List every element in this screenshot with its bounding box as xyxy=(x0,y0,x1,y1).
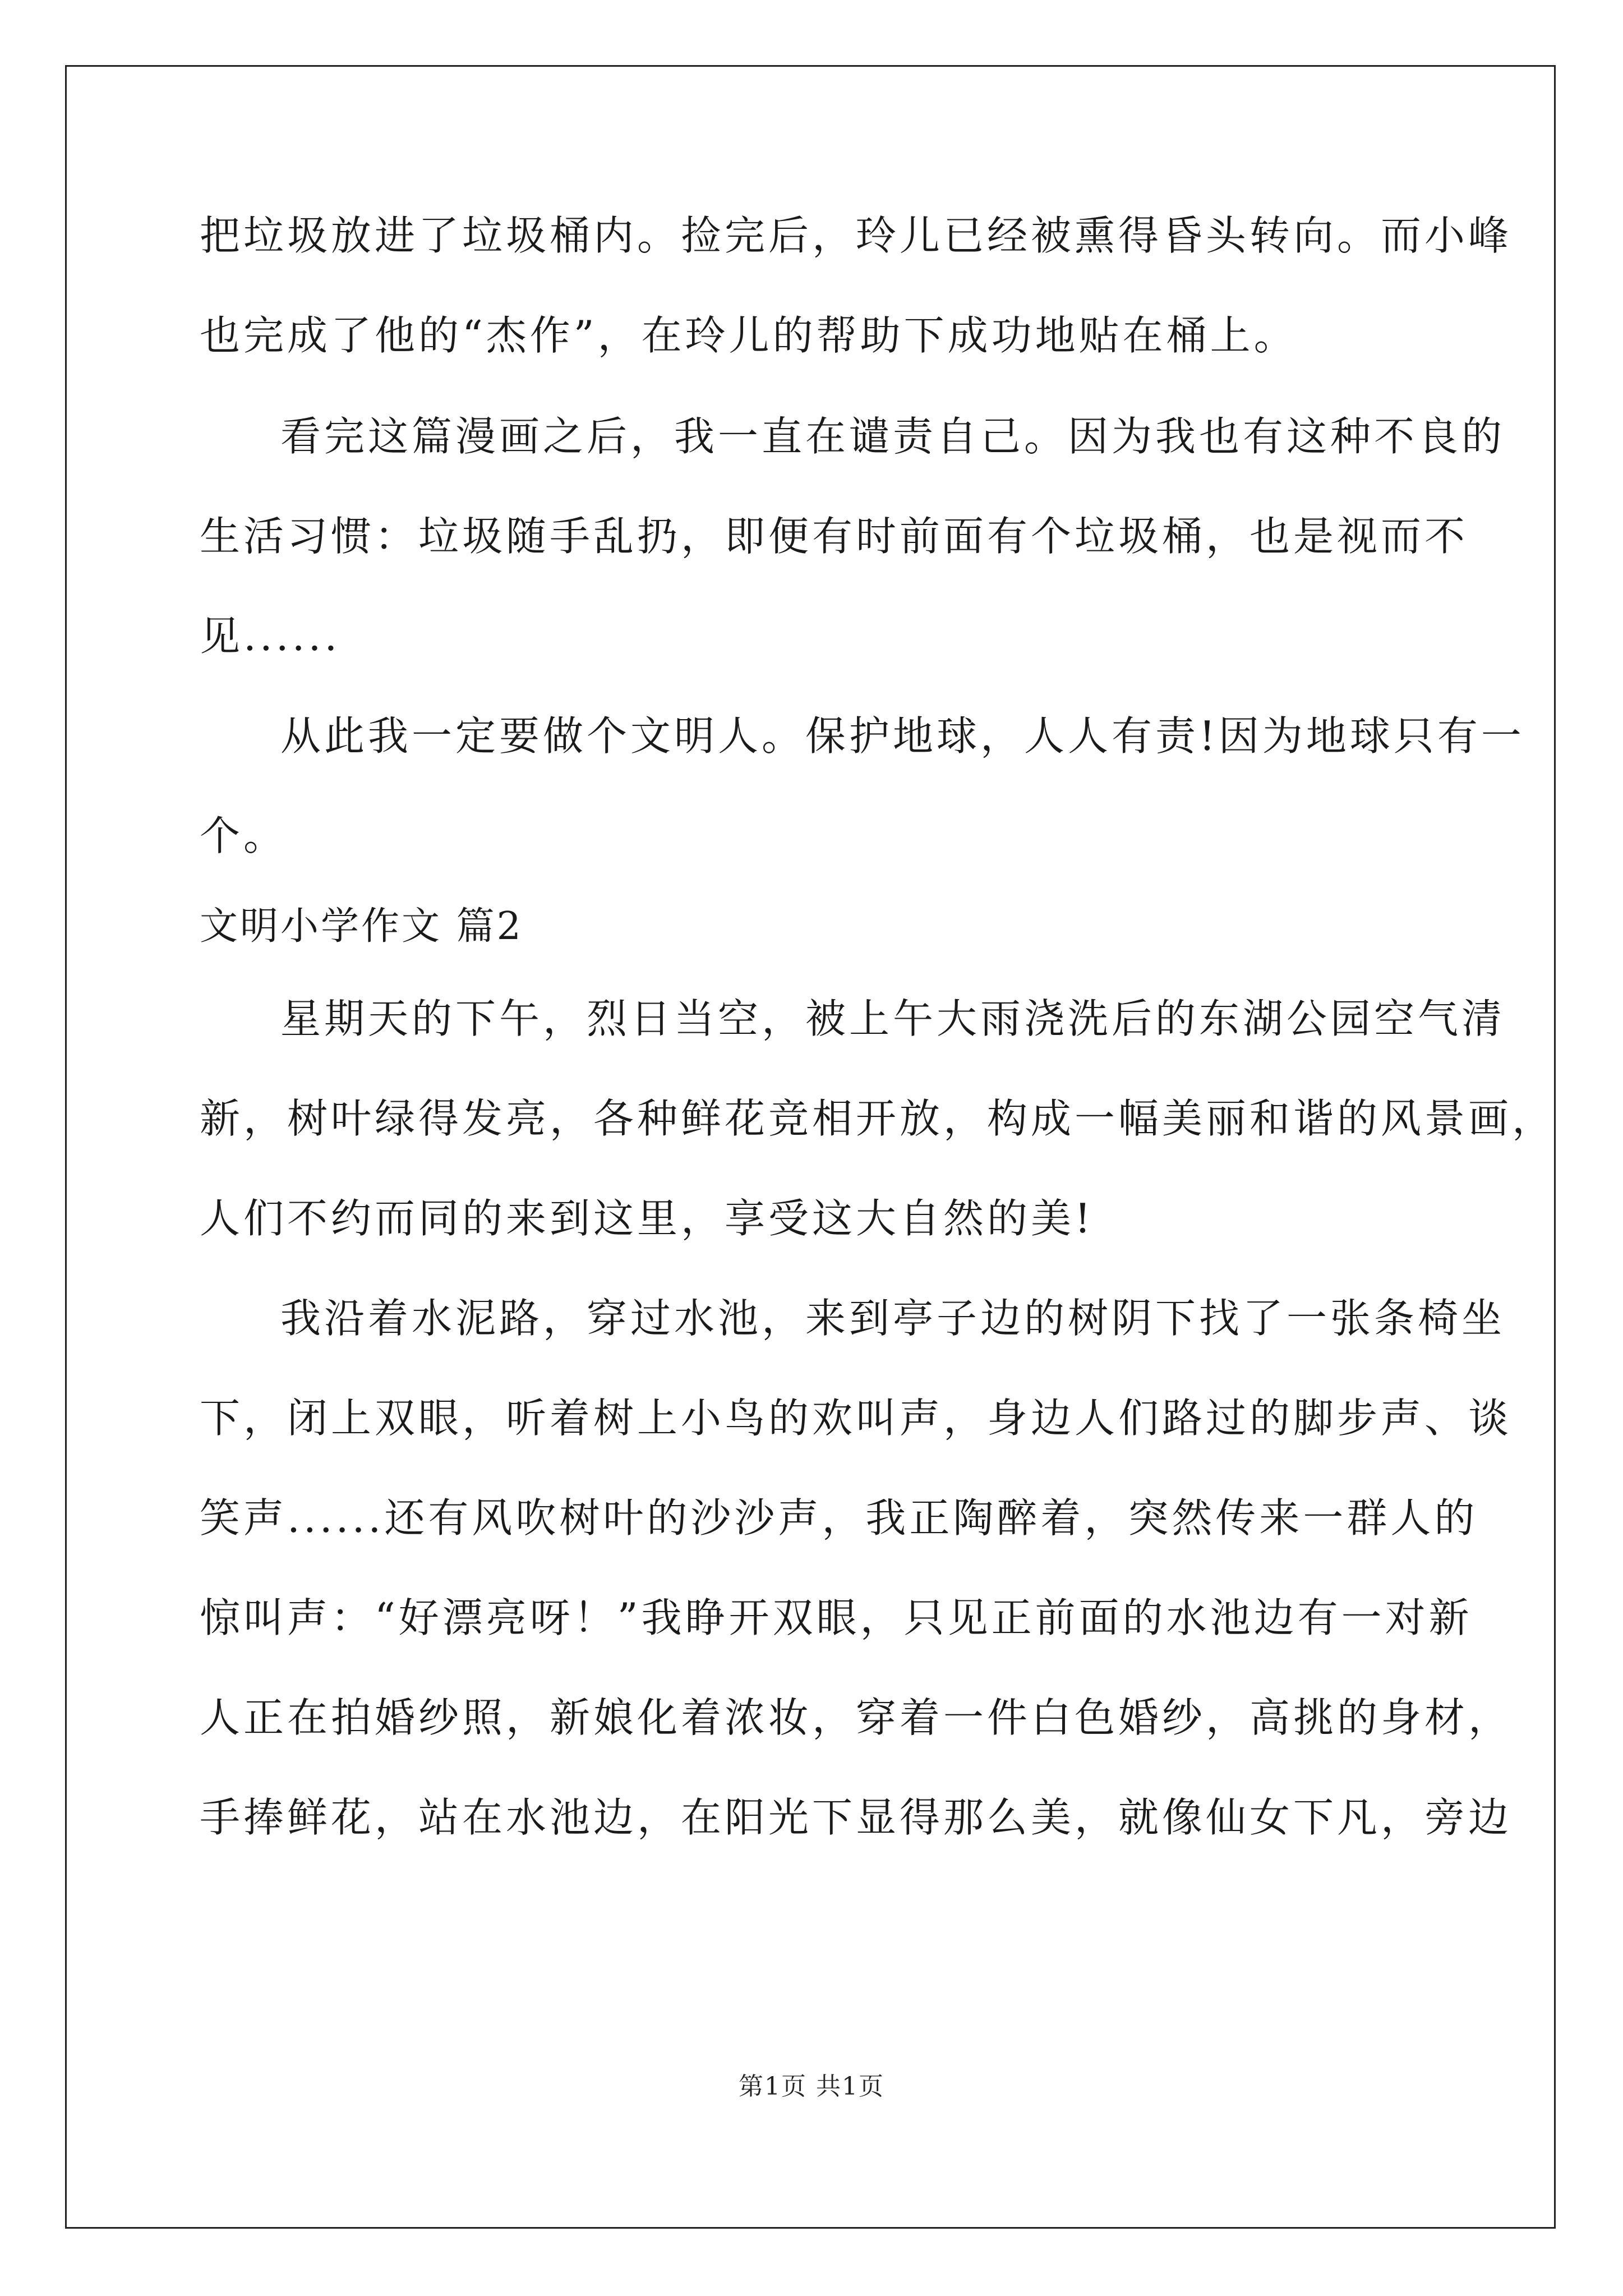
text-line: 从此我一定要做个文明人。保护地球，人人有责!因为地球只有一 xyxy=(280,712,1525,760)
text-line: 我沿着水泥路，穿过水池，来到亭子边的树阴下找了一张条椅坐 xyxy=(280,1295,1506,1342)
text-line: 笑声......还有风吹树叶的沙沙声，我正陶醉着，突然传来一群人的 xyxy=(200,1494,1478,1542)
text-line: 个。 xyxy=(200,812,288,859)
text-line: 生活习惯：垃圾随手乱扔，即便有时前面有个垃圾桶，也是视而不 xyxy=(200,513,1469,560)
text-line: 星期天的下午，烈日当空，被上午大雨浇洗后的东湖公园空气清 xyxy=(280,995,1506,1042)
text-line: 也完成了他的“杰作”，在玲儿的帮助下成功地贴在桶上。 xyxy=(200,312,1298,359)
text-line: 把垃圾放进了垃圾桶内。捡完后，玲儿已经被熏得昏头转向。而小峰 xyxy=(200,212,1513,259)
page-border xyxy=(65,65,1556,2229)
text-line: 新，树叶绿得发亮，各种鲜花竞相开放，构成一幅美丽和谐的风景画， xyxy=(200,1095,1556,1142)
text-line: 人正在拍婚纱照，新娘化着浓妆，穿着一件白色婚纱，高挑的身材， xyxy=(200,1694,1513,1741)
text-line: 手捧鲜花，站在水池边，在阳光下显得那么美，就像仙女下凡，旁边 xyxy=(200,1794,1513,1841)
text-line: 见...... xyxy=(200,613,341,660)
text-line: 看完这篇漫画之后，我一直在谴责自己。因为我也有这种不良的 xyxy=(280,413,1506,460)
page-footer: 第1页 共1页 xyxy=(739,2072,884,2101)
section-heading: 文明小学作文 篇2 xyxy=(200,904,523,949)
text-line: 人们不约而同的来到这里，享受这大自然的美! xyxy=(200,1195,1094,1242)
text-line: 下，闭上双眼，听着树上小鸟的欢叫声，身边人们路过的脚步声、谈 xyxy=(200,1395,1513,1442)
text-line: 惊叫声：“好漂亮呀！”我睁开双眼，只见正前面的水池边有一对新 xyxy=(200,1594,1473,1641)
